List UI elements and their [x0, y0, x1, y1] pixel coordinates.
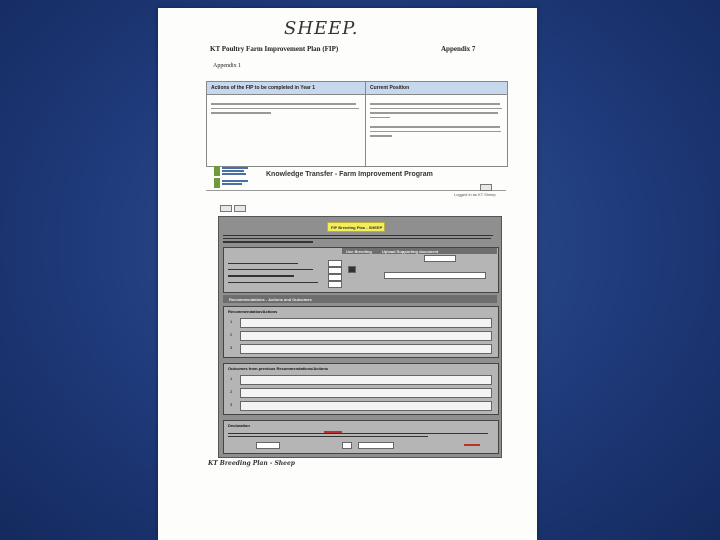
back-button[interactable]	[220, 205, 232, 212]
document-page	[158, 8, 537, 540]
appendix-left: Appendix 1	[213, 63, 242, 69]
plan-title-badge: FIP Breeding Plan - SHEEP	[327, 222, 385, 232]
program-title: Knowledge Transfer - Farm Improvement Program	[266, 171, 433, 178]
declaration-checkbox[interactable]	[342, 442, 352, 449]
appendix-right: Appendix 7	[441, 45, 476, 53]
recommendations-panel: Recommendation/Actions 1 2 3	[223, 306, 499, 358]
department-logo	[214, 166, 254, 190]
table-header-position: Current Position	[366, 82, 507, 95]
breeding-plan-form	[218, 216, 502, 458]
logout-text[interactable]: Logged in as KT Sheep	[454, 192, 496, 197]
upload-field[interactable]	[424, 255, 456, 262]
outcome-input-1[interactable]	[240, 375, 492, 385]
kt-program-header	[206, 160, 506, 194]
supporting-doc-header: Upload Supporting document	[382, 249, 439, 254]
document-title: KT Poultry Farm Improvement Plan (FIP)	[210, 45, 339, 53]
table-header-actions: Actions of the FIP to be completed in Year 1	[207, 82, 365, 95]
outcome-input-2[interactable]	[240, 388, 492, 398]
plan-details-panel	[223, 247, 499, 293]
recommendation-input-1[interactable]	[240, 318, 492, 328]
recommendations-section-title: Recommendations - Actions and Outcomes	[229, 297, 312, 302]
print-button-small[interactable]	[234, 205, 246, 212]
declaration-label: Declaration	[228, 423, 250, 428]
declaration-input-1[interactable]	[256, 442, 280, 449]
field-input-3[interactable]	[328, 274, 342, 281]
document-list	[384, 272, 486, 279]
outcomes-label: Outcomes from previous Recommendations/Actions	[228, 366, 329, 371]
recommendation-input-2[interactable]	[240, 331, 492, 341]
breeding-column-header: Use Breeding	[346, 249, 372, 254]
fip-actions-table	[206, 81, 508, 167]
breeding-checkbox[interactable]	[348, 266, 356, 273]
field-input-2[interactable]	[328, 267, 342, 274]
outcomes-panel: Outcomes from previous Recommendations/Actions 1 2 3	[223, 363, 499, 415]
recommendations-label: Recommendation/Actions	[228, 309, 278, 314]
declaration-input-2[interactable]	[358, 442, 394, 449]
recommendation-input-3[interactable]	[240, 344, 492, 354]
footer-caption: KT Breeding Plan - Sheep	[208, 460, 295, 467]
declaration-panel	[223, 420, 499, 454]
print-button[interactable]	[480, 184, 492, 191]
outcome-input-3[interactable]	[240, 401, 492, 411]
field-input-1[interactable]	[328, 260, 342, 267]
handwritten-title: SHEEP.	[284, 18, 359, 39]
field-input-4[interactable]	[328, 281, 342, 288]
